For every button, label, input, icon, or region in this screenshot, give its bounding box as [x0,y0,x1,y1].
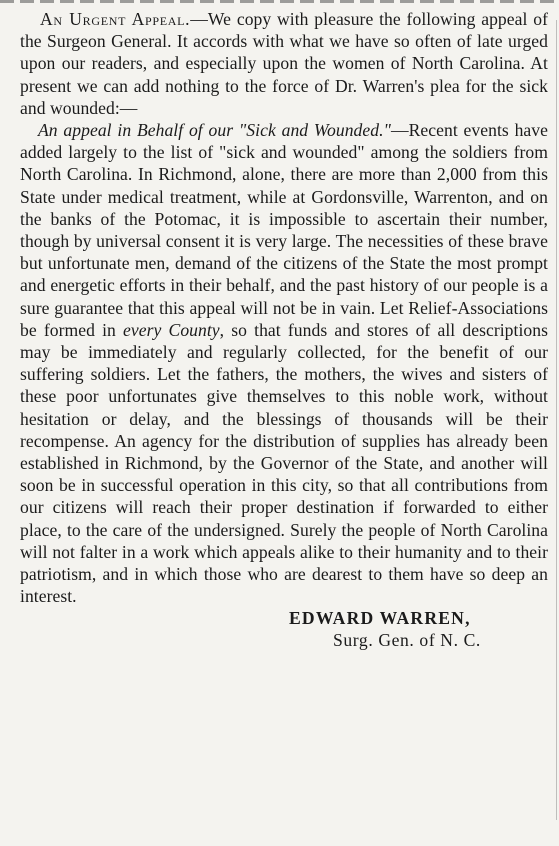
every-county-emphasis: every County [123,319,220,340]
top-column-rule [0,0,559,3]
appeal-body-part-1: —Recent events have added largely to the list of "sick and wounded" among the soldiers from North Carolina. In Richmond, alone, there are more than 2,000 from this State under medical treatment, while at Gordonsville, Warrenton, and on the banks of the Potomac, it is impossible to ascertain their number, though by universal consent it is very large. The necessities of these brave but unfortunate men, demand of the citizens of the State the most prompt and energetic efforts in their behalf, and the past history of our people is a sure guarantee that this appeal will not be in vain. Let Relief-Associations be formed in [20,120,548,340]
intro-paragraph [20,8,548,119]
appeal-title: An appeal in Behalf of our "Sick and Wounded." [38,120,391,141]
column-divider [556,20,557,820]
signature-title: Surg. Gen. of N. C. [333,630,481,651]
article [20,8,548,651]
signature-name: EDWARD WARREN, [289,608,471,629]
article-headline: An Urgent Appeal. [40,9,191,29]
intro-text: —We copy with pleasure the following appeal of the Surgeon General. It accords with what we have so often of late urged upon our readers, and especially upon the women of North Carolina. At present we can add nothing to the force of Dr. Warren's plea for the sick and wounded:— [20,9,548,118]
appeal-paragraph [20,119,548,607]
appeal-body-part-2: , so that funds and stores of all descriptions may be immediately and regularly collected, for the benefit of our suffering soldiers. Let the fathers, the mothers, the wives and sisters of these poor unfortunates give themselves to this noble work, without hesitation or delay, and the blessings of thousands will be their recompense. An agency for the distribution of supplies has already been established in Richmond, by the Governor of the State, and another will soon be in successful operation in this city, so that all contributions from our citizens will reach their proper destination if forwarded to either place, to the care of the undersigned. Surely the people of North Carolina will not falter in a work which appeals alike to their humanity and to their patriotism, and in which those who are dearest to them have so deep an interest. [20,319,548,607]
